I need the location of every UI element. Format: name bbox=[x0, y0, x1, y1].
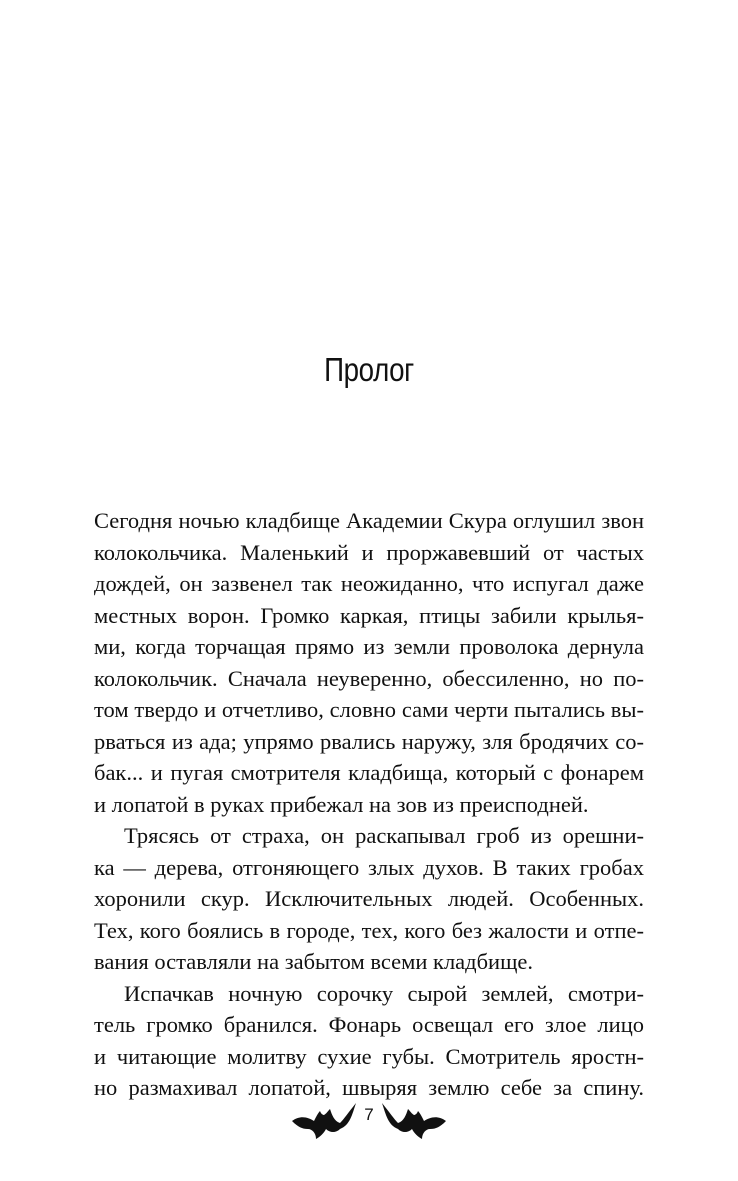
text-line: Испачкав ночную сорочку сырой землей, смотри- bbox=[124, 980, 644, 1006]
paragraph-2 bbox=[94, 820, 644, 978]
page-number: 7 bbox=[364, 1105, 374, 1124]
text-line: но размахивал лопатой, швыряя землю себе за спину. bbox=[94, 1075, 644, 1100]
body-text bbox=[94, 505, 644, 1104]
text-line: хоронили скур. Исключительных людей. Особенных. bbox=[94, 886, 644, 911]
paragraph-1 bbox=[94, 505, 644, 820]
text-line: Тех, кого боялись в городе, тех, кого без жалости и отпе- bbox=[94, 917, 644, 943]
text-line: и читающие молитву сухие губы. Смотритель яростн- bbox=[94, 1043, 644, 1069]
text-line: местных ворон. Громко каркая, птицы забили крылья- bbox=[94, 602, 644, 628]
text-line: ка — дерева, отгоняющего злых духов. В таких гробах bbox=[94, 854, 644, 880]
text-line: и лопатой в руках прибежал на зов из преисподней. bbox=[94, 791, 589, 817]
paragraph-3 bbox=[94, 978, 644, 1104]
text-line: тель громко бранился. Фонарь освещал его злое лицо bbox=[94, 1012, 644, 1037]
text-line: том твердо и отчетливо, словно сами черти пытались вы- bbox=[94, 697, 644, 722]
text-line: Трясясь от страха, он раскапывал гроб из орешни- bbox=[124, 823, 644, 848]
text-line: рваться из ада; упрямо рвались наружу, зля бродячих со- bbox=[94, 728, 644, 754]
text-line: колокольчика. Маленький и проржавевший от частых bbox=[94, 539, 644, 565]
chapter-title: Пролог bbox=[324, 351, 414, 388]
bat-icon bbox=[380, 1099, 448, 1139]
text-line: ми, когда торчащая прямо из земли проволока дернула bbox=[94, 634, 644, 659]
text-line: вания оставляли на забытом всеми кладбище. bbox=[94, 949, 534, 974]
page-footer bbox=[0, 1095, 738, 1145]
text-line: дождей, он зазвенел так неожиданно, что испугал даже bbox=[94, 571, 644, 596]
text-line: бак... и пугая смотрителя кладбища, который с фонарем bbox=[94, 760, 644, 785]
text-line: Сегодня ночью кладбище Академии Скура оглушил звон bbox=[94, 508, 644, 533]
text-line: колокольчик. Сначала неуверенно, обессиленно, но по- bbox=[94, 665, 644, 691]
